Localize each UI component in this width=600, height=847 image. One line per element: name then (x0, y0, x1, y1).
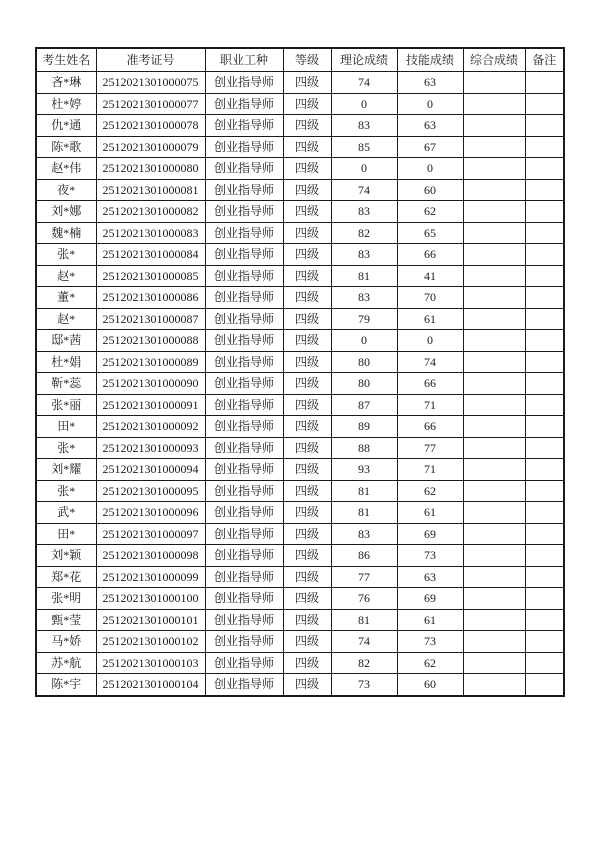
table-row (36, 287, 564, 309)
cell-theory-score: 77 (331, 566, 397, 588)
header-level: 等级 (283, 48, 331, 72)
cell-level: 四级 (283, 115, 331, 137)
table-row (36, 93, 564, 115)
cell-theory-score: 80 (331, 351, 397, 373)
cell-level: 四级 (283, 136, 331, 158)
cell-occupation: 创业指导师 (205, 330, 283, 352)
cell-skill-score: 60 (397, 179, 463, 201)
table-row (36, 566, 564, 588)
cell-admission-number: 2512021301000092 (96, 416, 205, 438)
cell-skill-score: 60 (397, 674, 463, 696)
cell-skill-score: 41 (397, 265, 463, 287)
cell-candidate-name: 董* (36, 287, 96, 309)
cell-theory-score: 83 (331, 287, 397, 309)
table-row (36, 222, 564, 244)
cell-occupation: 创业指导师 (205, 459, 283, 481)
cell-composite-score (463, 201, 525, 223)
cell-theory-score: 89 (331, 416, 397, 438)
cell-remark (525, 566, 564, 588)
cell-skill-score: 77 (397, 437, 463, 459)
cell-theory-score: 81 (331, 265, 397, 287)
cell-candidate-name: 陈*宇 (36, 674, 96, 696)
cell-remark (525, 394, 564, 416)
cell-occupation: 创业指导师 (205, 545, 283, 567)
cell-candidate-name: 武* (36, 502, 96, 524)
cell-composite-score (463, 652, 525, 674)
cell-remark (525, 308, 564, 330)
cell-composite-score (463, 502, 525, 524)
cell-remark (525, 523, 564, 545)
cell-admission-number: 2512021301000077 (96, 93, 205, 115)
cell-theory-score: 82 (331, 652, 397, 674)
cell-occupation: 创业指导师 (205, 265, 283, 287)
cell-remark (525, 373, 564, 395)
cell-remark (525, 545, 564, 567)
cell-occupation: 创业指导师 (205, 373, 283, 395)
cell-composite-score (463, 545, 525, 567)
cell-level: 四级 (283, 158, 331, 180)
cell-candidate-name: 甄*莹 (36, 609, 96, 631)
cell-occupation: 创业指导师 (205, 416, 283, 438)
cell-theory-score: 81 (331, 502, 397, 524)
cell-theory-score: 83 (331, 523, 397, 545)
header-occupation: 职业工种 (205, 48, 283, 72)
cell-candidate-name: 张* (36, 480, 96, 502)
cell-occupation: 创业指导师 (205, 502, 283, 524)
header-theory-score: 理论成绩 (331, 48, 397, 72)
cell-admission-number: 2512021301000097 (96, 523, 205, 545)
cell-remark (525, 115, 564, 137)
header-row (36, 48, 564, 72)
table-row (36, 308, 564, 330)
cell-skill-score: 63 (397, 566, 463, 588)
cell-level: 四级 (283, 588, 331, 610)
cell-remark (525, 631, 564, 653)
cell-occupation: 创业指导师 (205, 287, 283, 309)
cell-occupation: 创业指导师 (205, 674, 283, 696)
cell-theory-score: 0 (331, 330, 397, 352)
cell-level: 四级 (283, 93, 331, 115)
table-row (36, 545, 564, 567)
cell-occupation: 创业指导师 (205, 158, 283, 180)
cell-composite-score (463, 437, 525, 459)
table-row (36, 201, 564, 223)
table-row (36, 330, 564, 352)
cell-occupation: 创业指导师 (205, 480, 283, 502)
cell-composite-score (463, 609, 525, 631)
cell-admission-number: 2512021301000096 (96, 502, 205, 524)
cell-skill-score: 61 (397, 609, 463, 631)
table-body (36, 72, 564, 696)
cell-skill-score: 0 (397, 93, 463, 115)
cell-skill-score: 66 (397, 373, 463, 395)
cell-skill-score: 62 (397, 480, 463, 502)
cell-composite-score (463, 115, 525, 137)
cell-remark (525, 93, 564, 115)
cell-skill-score: 66 (397, 416, 463, 438)
cell-occupation: 创业指导师 (205, 394, 283, 416)
cell-admission-number: 2512021301000099 (96, 566, 205, 588)
cell-skill-score: 63 (397, 115, 463, 137)
cell-occupation: 创业指导师 (205, 308, 283, 330)
cell-theory-score: 88 (331, 437, 397, 459)
cell-level: 四级 (283, 308, 331, 330)
cell-level: 四级 (283, 674, 331, 696)
cell-remark (525, 287, 564, 309)
cell-candidate-name: 张* (36, 244, 96, 266)
cell-candidate-name: 夜* (36, 179, 96, 201)
cell-theory-score: 81 (331, 480, 397, 502)
cell-level: 四级 (283, 502, 331, 524)
cell-candidate-name: 赵* (36, 265, 96, 287)
cell-occupation: 创业指导师 (205, 437, 283, 459)
table-row (36, 609, 564, 631)
cell-admission-number: 2512021301000095 (96, 480, 205, 502)
cell-admission-number: 2512021301000088 (96, 330, 205, 352)
cell-theory-score: 76 (331, 588, 397, 610)
cell-admission-number: 2512021301000089 (96, 351, 205, 373)
cell-remark (525, 480, 564, 502)
cell-candidate-name: 张*丽 (36, 394, 96, 416)
cell-admission-number: 2512021301000100 (96, 588, 205, 610)
cell-theory-score: 85 (331, 136, 397, 158)
cell-theory-score: 0 (331, 158, 397, 180)
cell-candidate-name: 杜*娟 (36, 351, 96, 373)
table-row (36, 502, 564, 524)
cell-skill-score: 0 (397, 158, 463, 180)
cell-level: 四级 (283, 523, 331, 545)
cell-level: 四级 (283, 609, 331, 631)
cell-remark (525, 502, 564, 524)
cell-skill-score: 73 (397, 545, 463, 567)
cell-candidate-name: 张* (36, 437, 96, 459)
cell-theory-score: 73 (331, 674, 397, 696)
cell-occupation: 创业指导师 (205, 222, 283, 244)
cell-composite-score (463, 330, 525, 352)
cell-composite-score (463, 308, 525, 330)
cell-level: 四级 (283, 201, 331, 223)
cell-candidate-name: 赵*伟 (36, 158, 96, 180)
cell-admission-number: 2512021301000091 (96, 394, 205, 416)
cell-candidate-name: 刘*颖 (36, 545, 96, 567)
cell-theory-score: 74 (331, 631, 397, 653)
cell-candidate-name: 刘*耀 (36, 459, 96, 481)
cell-composite-score (463, 674, 525, 696)
cell-composite-score (463, 287, 525, 309)
cell-occupation: 创业指导师 (205, 72, 283, 94)
cell-composite-score (463, 136, 525, 158)
cell-skill-score: 62 (397, 201, 463, 223)
cell-theory-score: 0 (331, 93, 397, 115)
cell-skill-score: 0 (397, 330, 463, 352)
cell-level: 四级 (283, 566, 331, 588)
cell-skill-score: 63 (397, 72, 463, 94)
header-candidate-name: 考生姓名 (36, 48, 96, 72)
cell-admission-number: 2512021301000079 (96, 136, 205, 158)
cell-remark (525, 330, 564, 352)
cell-admission-number: 2512021301000102 (96, 631, 205, 653)
cell-admission-number: 2512021301000085 (96, 265, 205, 287)
table-row (36, 373, 564, 395)
cell-candidate-name: 陈*歌 (36, 136, 96, 158)
cell-remark (525, 652, 564, 674)
cell-admission-number: 2512021301000078 (96, 115, 205, 137)
cell-admission-number: 2512021301000084 (96, 244, 205, 266)
cell-remark (525, 265, 564, 287)
cell-composite-score (463, 158, 525, 180)
cell-candidate-name: 靳*蕊 (36, 373, 96, 395)
cell-composite-score (463, 351, 525, 373)
cell-composite-score (463, 459, 525, 481)
cell-composite-score (463, 588, 525, 610)
header-skill-score: 技能成绩 (397, 48, 463, 72)
table-row (36, 158, 564, 180)
cell-composite-score (463, 265, 525, 287)
cell-admission-number: 2512021301000086 (96, 287, 205, 309)
cell-admission-number: 2512021301000103 (96, 652, 205, 674)
cell-occupation: 创业指导师 (205, 201, 283, 223)
table-row (36, 394, 564, 416)
table-row (36, 631, 564, 653)
cell-level: 四级 (283, 244, 331, 266)
cell-level: 四级 (283, 545, 331, 567)
cell-composite-score (463, 244, 525, 266)
cell-candidate-name: 杜*婷 (36, 93, 96, 115)
cell-theory-score: 83 (331, 201, 397, 223)
cell-remark (525, 158, 564, 180)
cell-composite-score (463, 416, 525, 438)
cell-level: 四级 (283, 416, 331, 438)
cell-skill-score: 70 (397, 287, 463, 309)
cell-remark (525, 351, 564, 373)
cell-theory-score: 74 (331, 179, 397, 201)
cell-skill-score: 66 (397, 244, 463, 266)
cell-composite-score (463, 480, 525, 502)
cell-remark (525, 201, 564, 223)
cell-remark (525, 72, 564, 94)
cell-theory-score: 83 (331, 115, 397, 137)
cell-skill-score: 69 (397, 523, 463, 545)
cell-composite-score (463, 222, 525, 244)
cell-occupation: 创业指导师 (205, 351, 283, 373)
cell-admission-number: 2512021301000098 (96, 545, 205, 567)
cell-theory-score: 74 (331, 72, 397, 94)
cell-remark (525, 674, 564, 696)
cell-level: 四级 (283, 394, 331, 416)
cell-candidate-name: 仇*通 (36, 115, 96, 137)
cell-level: 四级 (283, 437, 331, 459)
cell-skill-score: 74 (397, 351, 463, 373)
cell-composite-score (463, 179, 525, 201)
cell-candidate-name: 刘*娜 (36, 201, 96, 223)
cell-skill-score: 71 (397, 459, 463, 481)
cell-occupation: 创业指导师 (205, 609, 283, 631)
cell-admission-number: 2512021301000104 (96, 674, 205, 696)
cell-candidate-name: 吝*琳 (36, 72, 96, 94)
cell-skill-score: 62 (397, 652, 463, 674)
cell-candidate-name: 郑*花 (36, 566, 96, 588)
cell-candidate-name: 马*娇 (36, 631, 96, 653)
cell-occupation: 创业指导师 (205, 566, 283, 588)
cell-occupation: 创业指导师 (205, 588, 283, 610)
table-row (36, 480, 564, 502)
table-row (36, 523, 564, 545)
cell-level: 四级 (283, 287, 331, 309)
header-composite-score: 综合成绩 (463, 48, 525, 72)
cell-candidate-name: 张*明 (36, 588, 96, 610)
cell-candidate-name: 赵* (36, 308, 96, 330)
cell-theory-score: 80 (331, 373, 397, 395)
cell-level: 四级 (283, 179, 331, 201)
table-row (36, 674, 564, 696)
cell-candidate-name: 苏*航 (36, 652, 96, 674)
cell-composite-score (463, 566, 525, 588)
cell-remark (525, 222, 564, 244)
cell-admission-number: 2512021301000083 (96, 222, 205, 244)
cell-candidate-name: 田* (36, 416, 96, 438)
cell-remark (525, 459, 564, 481)
table-row (36, 136, 564, 158)
cell-composite-score (463, 523, 525, 545)
table-row (36, 179, 564, 201)
table-row (36, 416, 564, 438)
cell-candidate-name: 邸*茜 (36, 330, 96, 352)
cell-occupation: 创业指导师 (205, 523, 283, 545)
cell-skill-score: 61 (397, 308, 463, 330)
cell-theory-score: 79 (331, 308, 397, 330)
cell-occupation: 创业指导师 (205, 115, 283, 137)
cell-admission-number: 2512021301000081 (96, 179, 205, 201)
cell-composite-score (463, 93, 525, 115)
cell-theory-score: 86 (331, 545, 397, 567)
cell-level: 四级 (283, 652, 331, 674)
table-row (36, 115, 564, 137)
table-row (36, 459, 564, 481)
cell-occupation: 创业指导师 (205, 179, 283, 201)
cell-skill-score: 71 (397, 394, 463, 416)
cell-level: 四级 (283, 459, 331, 481)
header-admission-number: 准考证号 (96, 48, 205, 72)
cell-admission-number: 2512021301000090 (96, 373, 205, 395)
cell-level: 四级 (283, 351, 331, 373)
cell-remark (525, 588, 564, 610)
table-row (36, 652, 564, 674)
cell-composite-score (463, 394, 525, 416)
cell-level: 四级 (283, 330, 331, 352)
cell-theory-score: 93 (331, 459, 397, 481)
table-row (36, 265, 564, 287)
cell-candidate-name: 魏*楠 (36, 222, 96, 244)
cell-level: 四级 (283, 222, 331, 244)
cell-skill-score: 65 (397, 222, 463, 244)
table-row (36, 244, 564, 266)
cell-composite-score (463, 72, 525, 94)
cell-remark (525, 179, 564, 201)
cell-theory-score: 81 (331, 609, 397, 631)
cell-theory-score: 83 (331, 244, 397, 266)
exam-results-table (35, 47, 565, 697)
cell-occupation: 创业指导师 (205, 652, 283, 674)
cell-remark (525, 244, 564, 266)
cell-level: 四级 (283, 631, 331, 653)
cell-occupation: 创业指导师 (205, 244, 283, 266)
cell-composite-score (463, 631, 525, 653)
header-remark: 备注 (525, 48, 564, 72)
table-row (36, 351, 564, 373)
table-row (36, 588, 564, 610)
cell-admission-number: 2512021301000094 (96, 459, 205, 481)
cell-skill-score: 69 (397, 588, 463, 610)
cell-occupation: 创业指导师 (205, 136, 283, 158)
cell-remark (525, 136, 564, 158)
cell-occupation: 创业指导师 (205, 631, 283, 653)
cell-remark (525, 609, 564, 631)
cell-remark (525, 416, 564, 438)
table-row (36, 72, 564, 94)
cell-level: 四级 (283, 72, 331, 94)
cell-theory-score: 87 (331, 394, 397, 416)
cell-admission-number: 2512021301000082 (96, 201, 205, 223)
cell-admission-number: 2512021301000087 (96, 308, 205, 330)
cell-skill-score: 61 (397, 502, 463, 524)
cell-occupation: 创业指导师 (205, 93, 283, 115)
cell-level: 四级 (283, 373, 331, 395)
cell-theory-score: 82 (331, 222, 397, 244)
cell-level: 四级 (283, 265, 331, 287)
cell-skill-score: 67 (397, 136, 463, 158)
cell-admission-number: 2512021301000080 (96, 158, 205, 180)
cell-candidate-name: 田* (36, 523, 96, 545)
cell-admission-number: 2512021301000075 (96, 72, 205, 94)
cell-level: 四级 (283, 480, 331, 502)
cell-skill-score: 73 (397, 631, 463, 653)
cell-composite-score (463, 373, 525, 395)
cell-admission-number: 2512021301000101 (96, 609, 205, 631)
cell-remark (525, 437, 564, 459)
table-row (36, 437, 564, 459)
cell-admission-number: 2512021301000093 (96, 437, 205, 459)
